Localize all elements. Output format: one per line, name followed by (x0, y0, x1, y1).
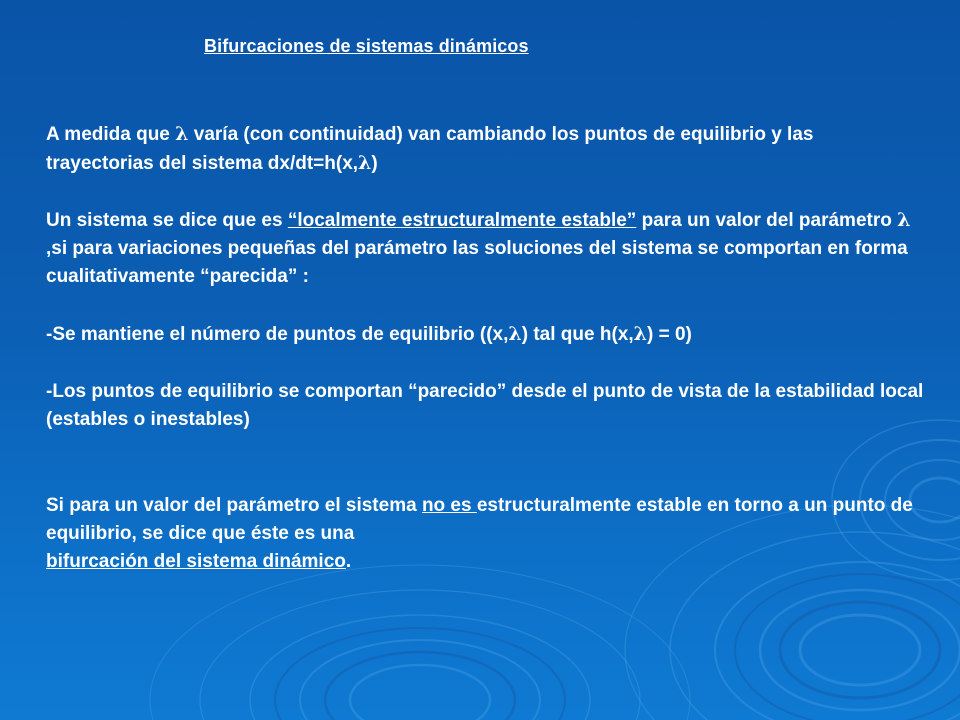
slide-title: Bifurcaciones de sistemas dinámicos (204, 36, 529, 56)
paragraph-structural-stability (46, 206, 926, 291)
lambda-symbol: λ (633, 323, 647, 345)
underlined-term: “localmente estructuralmente estable” (287, 210, 637, 231)
lambda-symbol: λ (358, 152, 372, 174)
paragraph-local-stability (46, 378, 926, 434)
text: ) (371, 153, 378, 174)
text: varía (con continuidad) van cambiando los puntos de equilibrio y las trayectorias del sistema dx/dt=h(x, (46, 124, 814, 174)
underlined-term: bifurcación del sistema dinámico (46, 551, 346, 572)
text: Si para un valor del parámetro el sistema (46, 495, 422, 516)
text: ) tal que h(x, (521, 324, 634, 345)
text: . (345, 551, 352, 572)
text: -Los puntos de equilibrio se comportan “parecido” desde el punto de vista de la estabilidad local (estables o inestables) (46, 381, 924, 430)
text: A medida que (46, 124, 176, 145)
lambda-symbol: λ (897, 209, 911, 231)
text: Un sistema se dice que es (46, 210, 288, 231)
text: ,si para variaciones pequeñas del parámetro las soluciones del sistema se comportan en forma cualitativamente “parecida” : (46, 238, 908, 287)
text: -Se mantiene el número de puntos de equilibrio ((x, (46, 324, 509, 345)
paragraph-lambda-variation (46, 120, 926, 178)
text: para un valor del parámetro (636, 210, 898, 231)
lambda-symbol: λ (508, 323, 522, 345)
lambda-symbol: λ (175, 123, 189, 145)
text: estructuralmente estable en torno a un punto de equilibrio, se dice que éste es una (46, 495, 913, 544)
underlined-term: no es (421, 495, 477, 516)
text: ) = 0) (646, 324, 692, 345)
paragraph-bifurcation-definition (46, 492, 926, 576)
paragraph-equilibrium-count (46, 320, 926, 349)
